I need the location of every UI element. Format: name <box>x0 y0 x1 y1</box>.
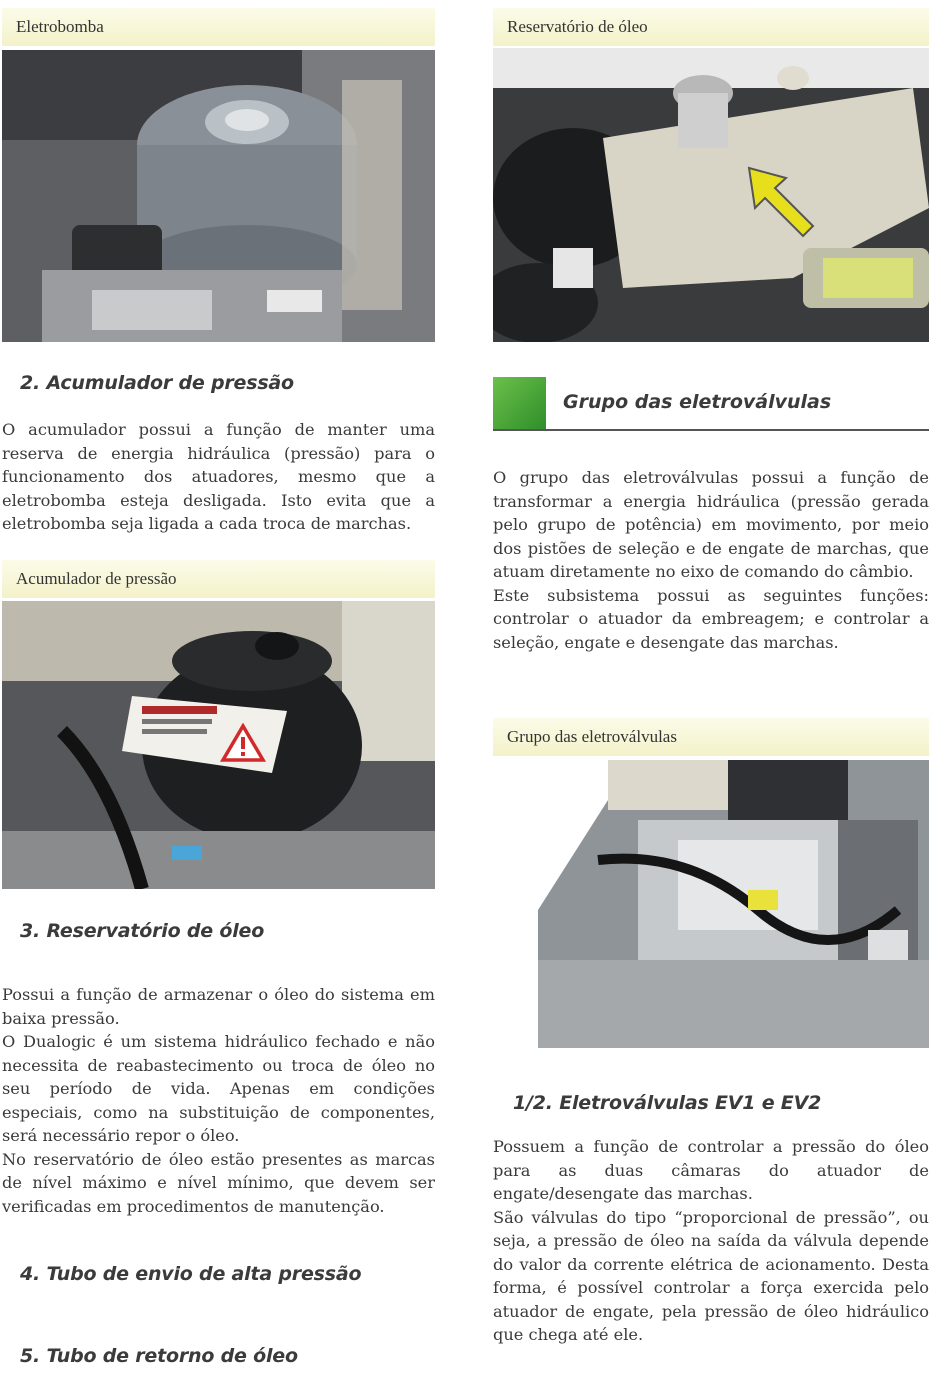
paragraph-text: No reservatório de óleo estão presentes as marcas de nível máximo e nível mínimo, que devem ser verificadas em procedimentos de manutenção. <box>2 1149 435 1216</box>
paragraph-eletrovalvulas-ev <box>493 1135 929 1347</box>
paragraph-text: O Dualogic é um sistema hidráulico fechado e não necessita de reabastecimento ou troca de óleo no seu período de vida. Apenas em condições especiais, como na substituição de componentes, será necessário repor o óleo. <box>2 1032 435 1145</box>
paragraph-text: Este subsistema possui as seguintes funções: controlar o atuador da embreagem; e controlar a seleção, engate e desengate das marchas. <box>493 585 929 652</box>
caption-grupo-eletrovalvulas: Grupo das eletroválvulas <box>493 718 929 756</box>
photo-eletrobomba <box>2 50 435 342</box>
heading-tubo-envio: 4. Tubo de envio de alta pressão <box>20 1263 362 1285</box>
caption-acumulador: Acumulador de pressão <box>2 560 435 598</box>
paragraph-text: São válvulas do tipo “proporcional de pressão”, ou seja, a pressão de óleo na saída da válvula depende do valor da corrente elétrica de acionamento. Desta forma, é possível controlar a força exercida pelo atuador de engate, pela pressão de óleo hidráulico que chega até ele. <box>493 1207 929 1344</box>
paragraph-text: Possui a função de armazenar o óleo do sistema em baixa pressão. <box>2 985 435 1028</box>
green-marker <box>493 377 546 429</box>
heading-eletrovalvulas-ev1-ev2: 1/2. Eletroválvulas EV1 e EV2 <box>513 1092 822 1114</box>
section-title: Grupo das eletroválvulas <box>563 391 832 413</box>
photo-reservatorio <box>493 48 929 342</box>
heading-acumulador: 2. Acumulador de pressão <box>20 372 294 394</box>
warning-triangle-icon <box>220 723 266 763</box>
paragraph-text: Possuem a função de controlar a pressão do óleo para as duas câmaras do atuador de engate/desengate das marchas. <box>493 1137 929 1203</box>
paragraph-text: O acumulador possui a função de manter uma reserva de energia hidráulica (pressão) para o funcionamento dos atuadores, mesmo que a eletrobomba esteja desligada. Isto evita que a eletrobomba seja ligada a cada troca de marchas. <box>2 420 435 533</box>
photo-acumulador <box>2 601 435 889</box>
heading-tubo-retorno: 5. Tubo de retorno de óleo <box>20 1345 298 1367</box>
caption-reservatorio: Reservatório de óleo <box>493 8 929 46</box>
paragraph-grupo-eletrovalvulas <box>493 466 929 654</box>
photo-grupo-eletrovalvulas <box>538 760 929 1048</box>
paragraph-acumulador <box>2 418 435 536</box>
paragraph-text: O grupo das eletroválvulas possui a função de transformar a energia hidráulica (pressão gerada pelo grupo de potência) em movimento, por meio dos pistões de seleção e de engate de marchas, que atuam diretamente no eixo de comando do câmbio. <box>493 468 929 581</box>
section-header-eletrovalvulas <box>493 377 929 431</box>
caption-eletrobomba: Eletrobomba <box>2 8 435 46</box>
heading-reservatorio: 3. Reservatório de óleo <box>20 920 265 942</box>
paragraph-reservatorio <box>2 983 435 1218</box>
arrow-icon <box>741 160 821 240</box>
